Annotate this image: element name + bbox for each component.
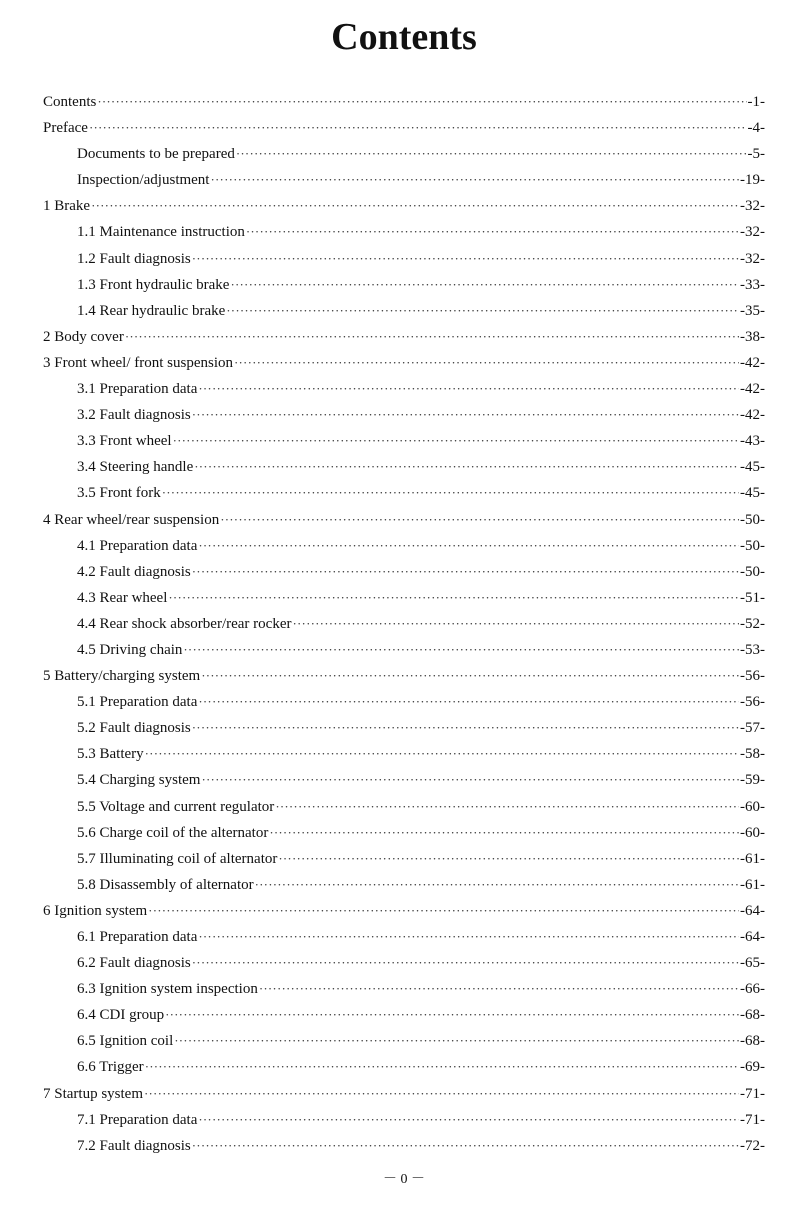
toc-entry-label: 4.2 Fault diagnosis [77,563,191,580]
toc-entry-label: 5.6 Charge coil of the alternator [77,824,269,841]
dot-leader [144,1081,739,1107]
dot-leader [269,820,739,846]
dot-leader [210,167,739,193]
toc-entry-page: -43- [740,433,765,450]
dot-leader [198,376,739,402]
dot-leader [97,89,746,115]
toc-entry[interactable] [43,950,765,976]
toc-entry-label: 1.3 Front hydraulic brake [77,276,230,293]
toc-entry-label: 1.4 Rear hydraulic brake [77,302,226,319]
toc-entry-page: -35- [740,302,765,319]
toc-entry-label: 5.2 Fault diagnosis [77,720,191,737]
toc-entry-label: 6.5 Ignition coil [77,1033,174,1050]
toc-entry-label: 6.4 CDI group [77,1007,165,1024]
dot-leader [91,193,739,219]
dot-leader [192,402,739,428]
toc-entry[interactable] [43,559,765,585]
toc-entry-page: -38- [740,328,765,345]
toc-entry-label: Inspection/adjustment [77,172,210,189]
page-title: Contents [331,16,477,58]
toc-entry[interactable] [43,1028,765,1054]
toc-entry-page: -32- [740,224,765,241]
toc-entry-page: -33- [740,276,765,293]
dot-leader [226,298,739,324]
toc-entry-label: 3.4 Steering handle [77,459,194,476]
toc-entry-page: -59- [740,772,765,789]
toc-entry-page: -60- [740,824,765,841]
dot-leader [198,924,739,950]
page-number: － 0 － [383,1172,425,1187]
toc-entry[interactable] [43,637,765,663]
dot-leader [292,611,739,637]
toc-entry[interactable] [43,324,765,350]
toc-entry-page: -64- [740,929,765,945]
dot-leader [125,324,739,350]
dot-leader [198,689,739,715]
toc-entry[interactable] [43,89,765,115]
toc-entry[interactable] [43,1054,765,1080]
dot-leader [255,872,739,898]
toc-entry-page: -45- [740,459,765,476]
toc-entry-label: Contents [43,94,97,110]
toc-entry[interactable] [43,767,765,793]
dot-leader [148,898,739,924]
toc-entry-label: 3.1 Preparation data [77,381,198,398]
toc-entry[interactable] [43,402,765,428]
toc-entry-label: 5.1 Preparation data [77,694,198,711]
toc-entry-page: -50- [740,511,765,528]
toc-entry[interactable] [43,507,765,533]
toc-entry-page: -71- [740,1085,765,1102]
toc-entry[interactable] [43,741,765,767]
toc-entry-label: 6.2 Fault diagnosis [77,955,191,972]
toc-entry-page: -53- [740,641,765,658]
toc-entry-label: 1.2 Fault diagnosis [77,250,191,267]
dot-leader [236,141,747,167]
toc-entry-page: -58- [740,746,765,763]
toc-entry-label: 3 Front wheel/ front suspension [43,354,233,371]
toc-entry[interactable] [43,376,765,402]
toc-entry-label: 5.4 Charging system [77,772,201,789]
toc-entry[interactable] [43,924,765,950]
toc-entry[interactable] [43,898,765,924]
dot-leader [220,507,739,533]
toc-entry-page: -69- [740,1059,765,1076]
toc-entry[interactable] [43,298,765,324]
dot-leader [173,428,739,454]
toc-entry-page: -56- [740,694,765,711]
dot-leader [183,637,739,663]
toc-entry-page: -61- [740,850,765,867]
dot-leader [198,1107,739,1133]
toc-entry-page: -50- [740,563,765,580]
dot-leader [259,976,739,1002]
toc-entry-page: -32- [740,198,765,215]
toc-entry-label: 5.8 Disassembly of alternator [77,876,254,893]
toc-entry-label: 4 Rear wheel/rear suspension [43,511,220,528]
dot-leader [198,533,739,559]
toc-entry-label: 6.6 Trigger [77,1059,144,1076]
toc-entry-page: -42- [740,407,765,424]
toc-entry-label: 1.1 Maintenance instruction [77,224,245,241]
toc-entry[interactable] [43,611,765,637]
dot-leader [192,715,739,741]
dot-leader [230,272,739,298]
toc-entry-page: -32- [740,250,765,267]
dot-leader [89,115,747,141]
toc-entry-label: 4.3 Rear wheel [77,589,168,606]
dot-leader [192,559,739,585]
toc-entry-page: -52- [740,615,765,632]
dot-leader [201,767,739,793]
dot-leader [192,246,739,272]
toc-entry[interactable] [43,715,765,741]
toc-entry-label: 3.5 Front fork [77,485,161,502]
toc-entry-label: Documents to be prepared [77,146,235,163]
toc-entry-page: -60- [740,798,765,815]
toc-entry[interactable] [43,1081,765,1107]
toc-entry[interactable] [43,872,765,898]
toc-entry-label: 4.4 Rear shock absorber/rear rocker [77,615,292,632]
toc-entry[interactable] [43,533,765,559]
toc-entry-page: -50- [740,537,765,554]
toc-entry[interactable] [43,115,765,141]
toc-entry-page: -56- [740,668,765,685]
toc-entry-page: -64- [740,902,765,919]
toc-entry[interactable] [43,428,765,454]
dot-leader [192,1133,739,1159]
dot-leader [275,794,739,820]
dot-leader [201,663,739,689]
toc-entry[interactable] [43,246,765,272]
toc-entry-page: -68- [740,1033,765,1050]
toc-entry-page: -68- [740,1007,765,1024]
toc-entry-page: -19- [740,172,765,189]
toc-entry[interactable] [43,794,765,820]
toc-entry-page: -51- [740,589,765,606]
toc-entry[interactable] [43,167,765,193]
dot-leader [162,480,739,506]
toc-entry-label: 4.1 Preparation data [77,537,198,554]
toc-entry[interactable] [43,663,765,689]
toc-entry[interactable] [43,1107,765,1133]
dot-leader [168,585,739,611]
toc-entry[interactable] [43,193,765,219]
toc-entry[interactable] [43,689,765,715]
toc-entry-label: 7 Startup system [43,1085,143,1102]
dot-leader [194,454,739,480]
toc-entry[interactable] [43,1002,765,1028]
toc-entry-page: -71- [740,1111,765,1128]
toc-entry-page: -5- [747,146,765,163]
toc-entry[interactable] [43,820,765,846]
toc-entry-page: -4- [747,120,765,137]
dot-leader [174,1028,739,1054]
toc-entry-label: 1 Brake [43,198,91,215]
toc-entry-page: -45- [740,485,765,502]
toc-entry-label: 6 Ignition system [43,902,148,919]
toc-entry-label: 3.3 Front wheel [77,433,172,450]
toc-entry-page: -61- [740,876,765,893]
dot-leader [145,1054,739,1080]
toc-entry-page: -65- [740,955,765,972]
dot-leader [165,1002,739,1028]
toc-entry[interactable] [43,141,765,167]
toc-entry[interactable] [43,219,765,245]
toc-entry-page: -42- [740,381,765,398]
toc-entry-label: 7.2 Fault diagnosis [77,1137,191,1154]
table-of-contents [43,89,765,1159]
dot-leader [192,950,739,976]
toc-entry-page: -66- [740,981,765,998]
toc-entry-label: 5 Battery/charging system [43,668,201,685]
toc-entry[interactable] [43,350,765,376]
toc-entry-label: 5.5 Voltage and current regulator [77,798,275,815]
toc-entry[interactable] [43,585,765,611]
toc-entry[interactable] [43,976,765,1002]
toc-entry-label: 4.5 Driving chain [77,641,183,658]
toc-entry-page: -42- [740,354,765,371]
toc-entry[interactable] [43,1133,765,1159]
toc-entry-label: 6.1 Preparation data [77,929,198,945]
toc-entry[interactable] [43,846,765,872]
toc-entry[interactable] [43,454,765,480]
toc-entry[interactable] [43,480,765,506]
toc-entry[interactable] [43,272,765,298]
toc-entry-label: 5.3 Battery [77,746,144,763]
toc-entry-label: 2 Body cover [43,328,124,345]
toc-entry-label: 6.3 Ignition system inspection [77,981,258,998]
toc-entry-page: -1- [747,94,765,110]
dot-leader [234,350,739,376]
toc-entry-page: -72- [740,1137,765,1154]
toc-entry-label: 5.7 Illuminating coil of alternator [77,850,278,867]
toc-entry-label: Preface [43,120,88,137]
toc-entry-label: 3.2 Fault diagnosis [77,407,191,424]
toc-entry-page: -57- [740,720,765,737]
dot-leader [278,846,739,872]
dot-leader [246,219,739,245]
toc-entry-label: 7.1 Preparation data [77,1111,198,1128]
dot-leader [145,741,739,767]
